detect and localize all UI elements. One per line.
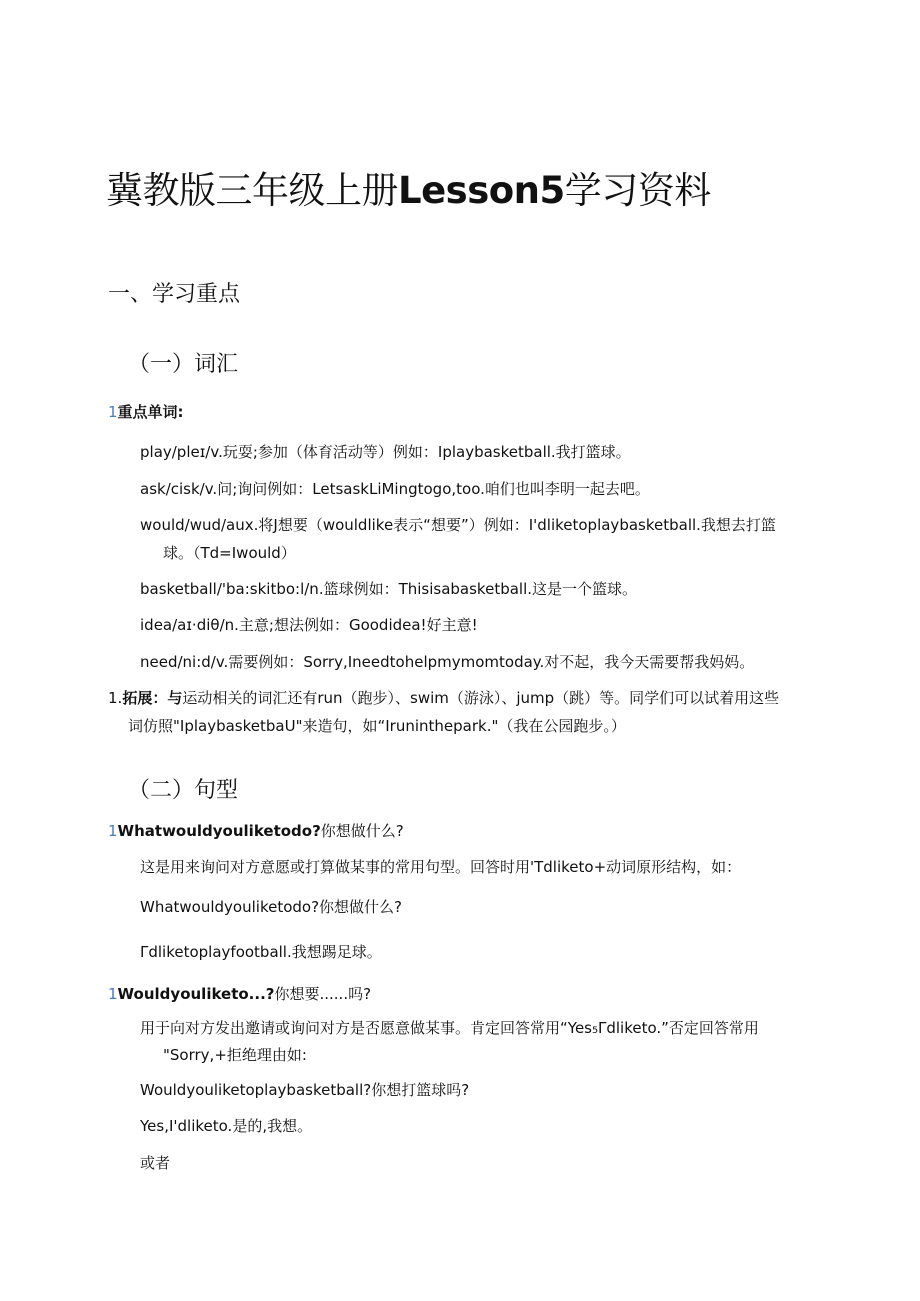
page-title: 冀教版三年级上册Lesson5学习资料 xyxy=(106,169,711,212)
subsection-heading-vocabulary: （一）词汇 xyxy=(128,352,239,377)
vocab-item-would: would/wud/aux.将J想要（wouldlike表示“想要”）例如：I'dliketoplaybasketball.我想去打篮 xyxy=(140,516,776,534)
pattern-1-example-answer: Γdliketoplayfootball.我想踢足球。 xyxy=(140,943,382,961)
section-heading-key-points: 一、学习重点 xyxy=(108,282,241,307)
extension-paragraph: 1.拓展：与运动相关的词汇还有run（跑步）、swim（游泳）、jump（跳）等。同学们可以试着用这些 xyxy=(108,689,780,707)
vocab-item-play: play/pleɪ/v.玩耍;参加（体育活动等）例如：Iplaybasketball.我打篮球。 xyxy=(140,443,631,461)
extension-paragraph-continued: 词仿照"IplaybasketbaU"来造句，如“Iruninthepark."（我在公园跑步。） xyxy=(128,717,626,735)
vocab-item-idea: idea/aɪ·diθ/n.主意;想法例如：Goodidea!好主意! xyxy=(140,616,478,634)
pattern-1-heading: 1Whatwouldyouliketodo?你想做什么? xyxy=(108,822,404,840)
subsection-heading-sentence-patterns: （二）句型 xyxy=(128,778,239,803)
pattern-2-heading: 1Wouldyouliketo...?你想要......吗? xyxy=(108,985,372,1003)
pattern-2-or: 或者 xyxy=(140,1154,171,1172)
pattern-2-explanation-continued: "Sorry,+拒绝理由如: xyxy=(163,1046,307,1064)
pattern-2-explanation: 用于向对方发出邀请或询问对方是否愿意做某事。肯定回答常用“Yes₅Γdliketo.”否定回答常用 xyxy=(140,1019,759,1037)
pattern-1-example-question: Whatwouldyouliketodo?你想做什么? xyxy=(140,898,403,916)
vocab-item-would-continued: 球。（Td=Iwould） xyxy=(163,544,296,562)
key-words-label: 1重点单词: xyxy=(108,403,184,421)
vocab-item-ask: ask/cisk/v.问;询问例如：LetsaskLiMingtogo,too.咱们也叫李明一起去吧。 xyxy=(140,480,650,498)
pattern-1-explanation: 这是用来询问对方意愿或打算做某事的常用句型。回答时用'Tdliketo+动词原形结构，如： xyxy=(140,858,742,876)
pattern-2-example-answer: Yes,I'dliketo.是的,我想。 xyxy=(140,1117,313,1135)
vocab-item-need: need/ni:d/v.需要例如：Sorry,Ineedtohelpmymomtoday.对不起，我今天需要帮我妈妈。 xyxy=(140,653,755,671)
vocab-item-basketball: basketball/'ba:skitbo:l/n.篮球例如：Thisisabasketball.这是一个篮球。 xyxy=(140,580,638,598)
pattern-2-example-question: Wouldyouliketoplaybasketball?你想打篮球吗? xyxy=(140,1081,470,1099)
